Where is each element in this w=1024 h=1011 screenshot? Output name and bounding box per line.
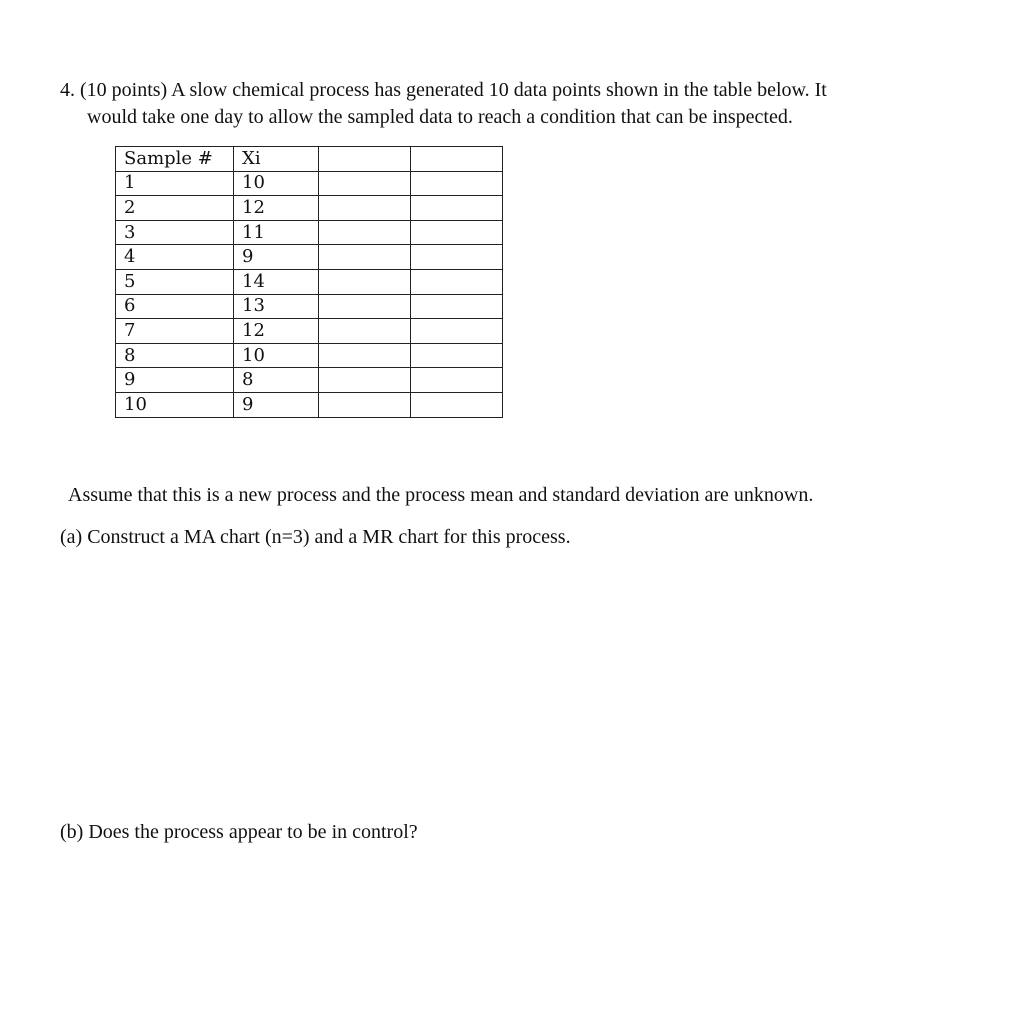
empty-cell: [319, 343, 411, 368]
sample-number-cell: 5: [116, 269, 234, 294]
empty-cell: [411, 245, 503, 270]
table-row: [116, 319, 503, 344]
xi-value-cell: 9: [234, 392, 319, 417]
empty-cell: [319, 269, 411, 294]
data-table: [115, 146, 503, 418]
xi-value-cell: 9: [234, 245, 319, 270]
empty-cell: [319, 319, 411, 344]
sample-number-cell: 10: [116, 392, 234, 417]
sample-number-cell: 8: [116, 343, 234, 368]
sample-number-cell: 9: [116, 368, 234, 393]
sample-number-cell: 7: [116, 319, 234, 344]
empty-cell: [319, 196, 411, 221]
empty-cell: [319, 245, 411, 270]
question-line-2: would take one day to allow the sampled data to reach a condition that can be inspected.: [87, 106, 793, 128]
header-empty-col-4: [411, 147, 503, 172]
header-sample-number: Sample #: [116, 147, 234, 172]
sample-number-cell: 2: [116, 196, 234, 221]
table-header-row: [116, 147, 503, 172]
empty-cell: [319, 368, 411, 393]
empty-cell: [411, 319, 503, 344]
sample-number-cell: 6: [116, 294, 234, 319]
sample-number-cell: 1: [116, 171, 234, 196]
table-row: [116, 171, 503, 196]
xi-value-cell: 12: [234, 319, 319, 344]
table-row: [116, 343, 503, 368]
header-xi: Xi: [234, 147, 319, 172]
empty-cell: [411, 196, 503, 221]
data-table-body: [116, 147, 503, 418]
empty-cell: [319, 392, 411, 417]
table-row: [116, 392, 503, 417]
table-row: [116, 294, 503, 319]
xi-value-cell: 10: [234, 171, 319, 196]
xi-value-cell: 8: [234, 368, 319, 393]
sample-number-cell: 4: [116, 245, 234, 270]
xi-value-cell: 13: [234, 294, 319, 319]
table-row: [116, 368, 503, 393]
xi-value-cell: 10: [234, 343, 319, 368]
empty-cell: [411, 171, 503, 196]
table-row: [116, 196, 503, 221]
empty-cell: [411, 294, 503, 319]
xi-value-cell: 14: [234, 269, 319, 294]
question-line-1: 4. (10 points) A slow chemical process has generated 10 data points shown in the table below. It: [60, 79, 827, 101]
empty-cell: [319, 220, 411, 245]
table-row: [116, 245, 503, 270]
assumption-text: Assume that this is a new process and the process mean and standard deviation are unknown.: [68, 484, 814, 506]
xi-value-cell: 12: [234, 196, 319, 221]
table-row: [116, 269, 503, 294]
empty-cell: [411, 269, 503, 294]
part-b-question: (b) Does the process appear to be in control?: [60, 821, 418, 843]
xi-value-cell: 11: [234, 220, 319, 245]
empty-cell: [319, 171, 411, 196]
header-empty-col-3: [319, 147, 411, 172]
sample-number-cell: 3: [116, 220, 234, 245]
table-row: [116, 220, 503, 245]
part-a-question: (a) Construct a MA chart (n=3) and a MR chart for this process.: [60, 526, 571, 548]
empty-cell: [319, 294, 411, 319]
empty-cell: [411, 368, 503, 393]
empty-cell: [411, 343, 503, 368]
empty-cell: [411, 392, 503, 417]
empty-cell: [411, 220, 503, 245]
